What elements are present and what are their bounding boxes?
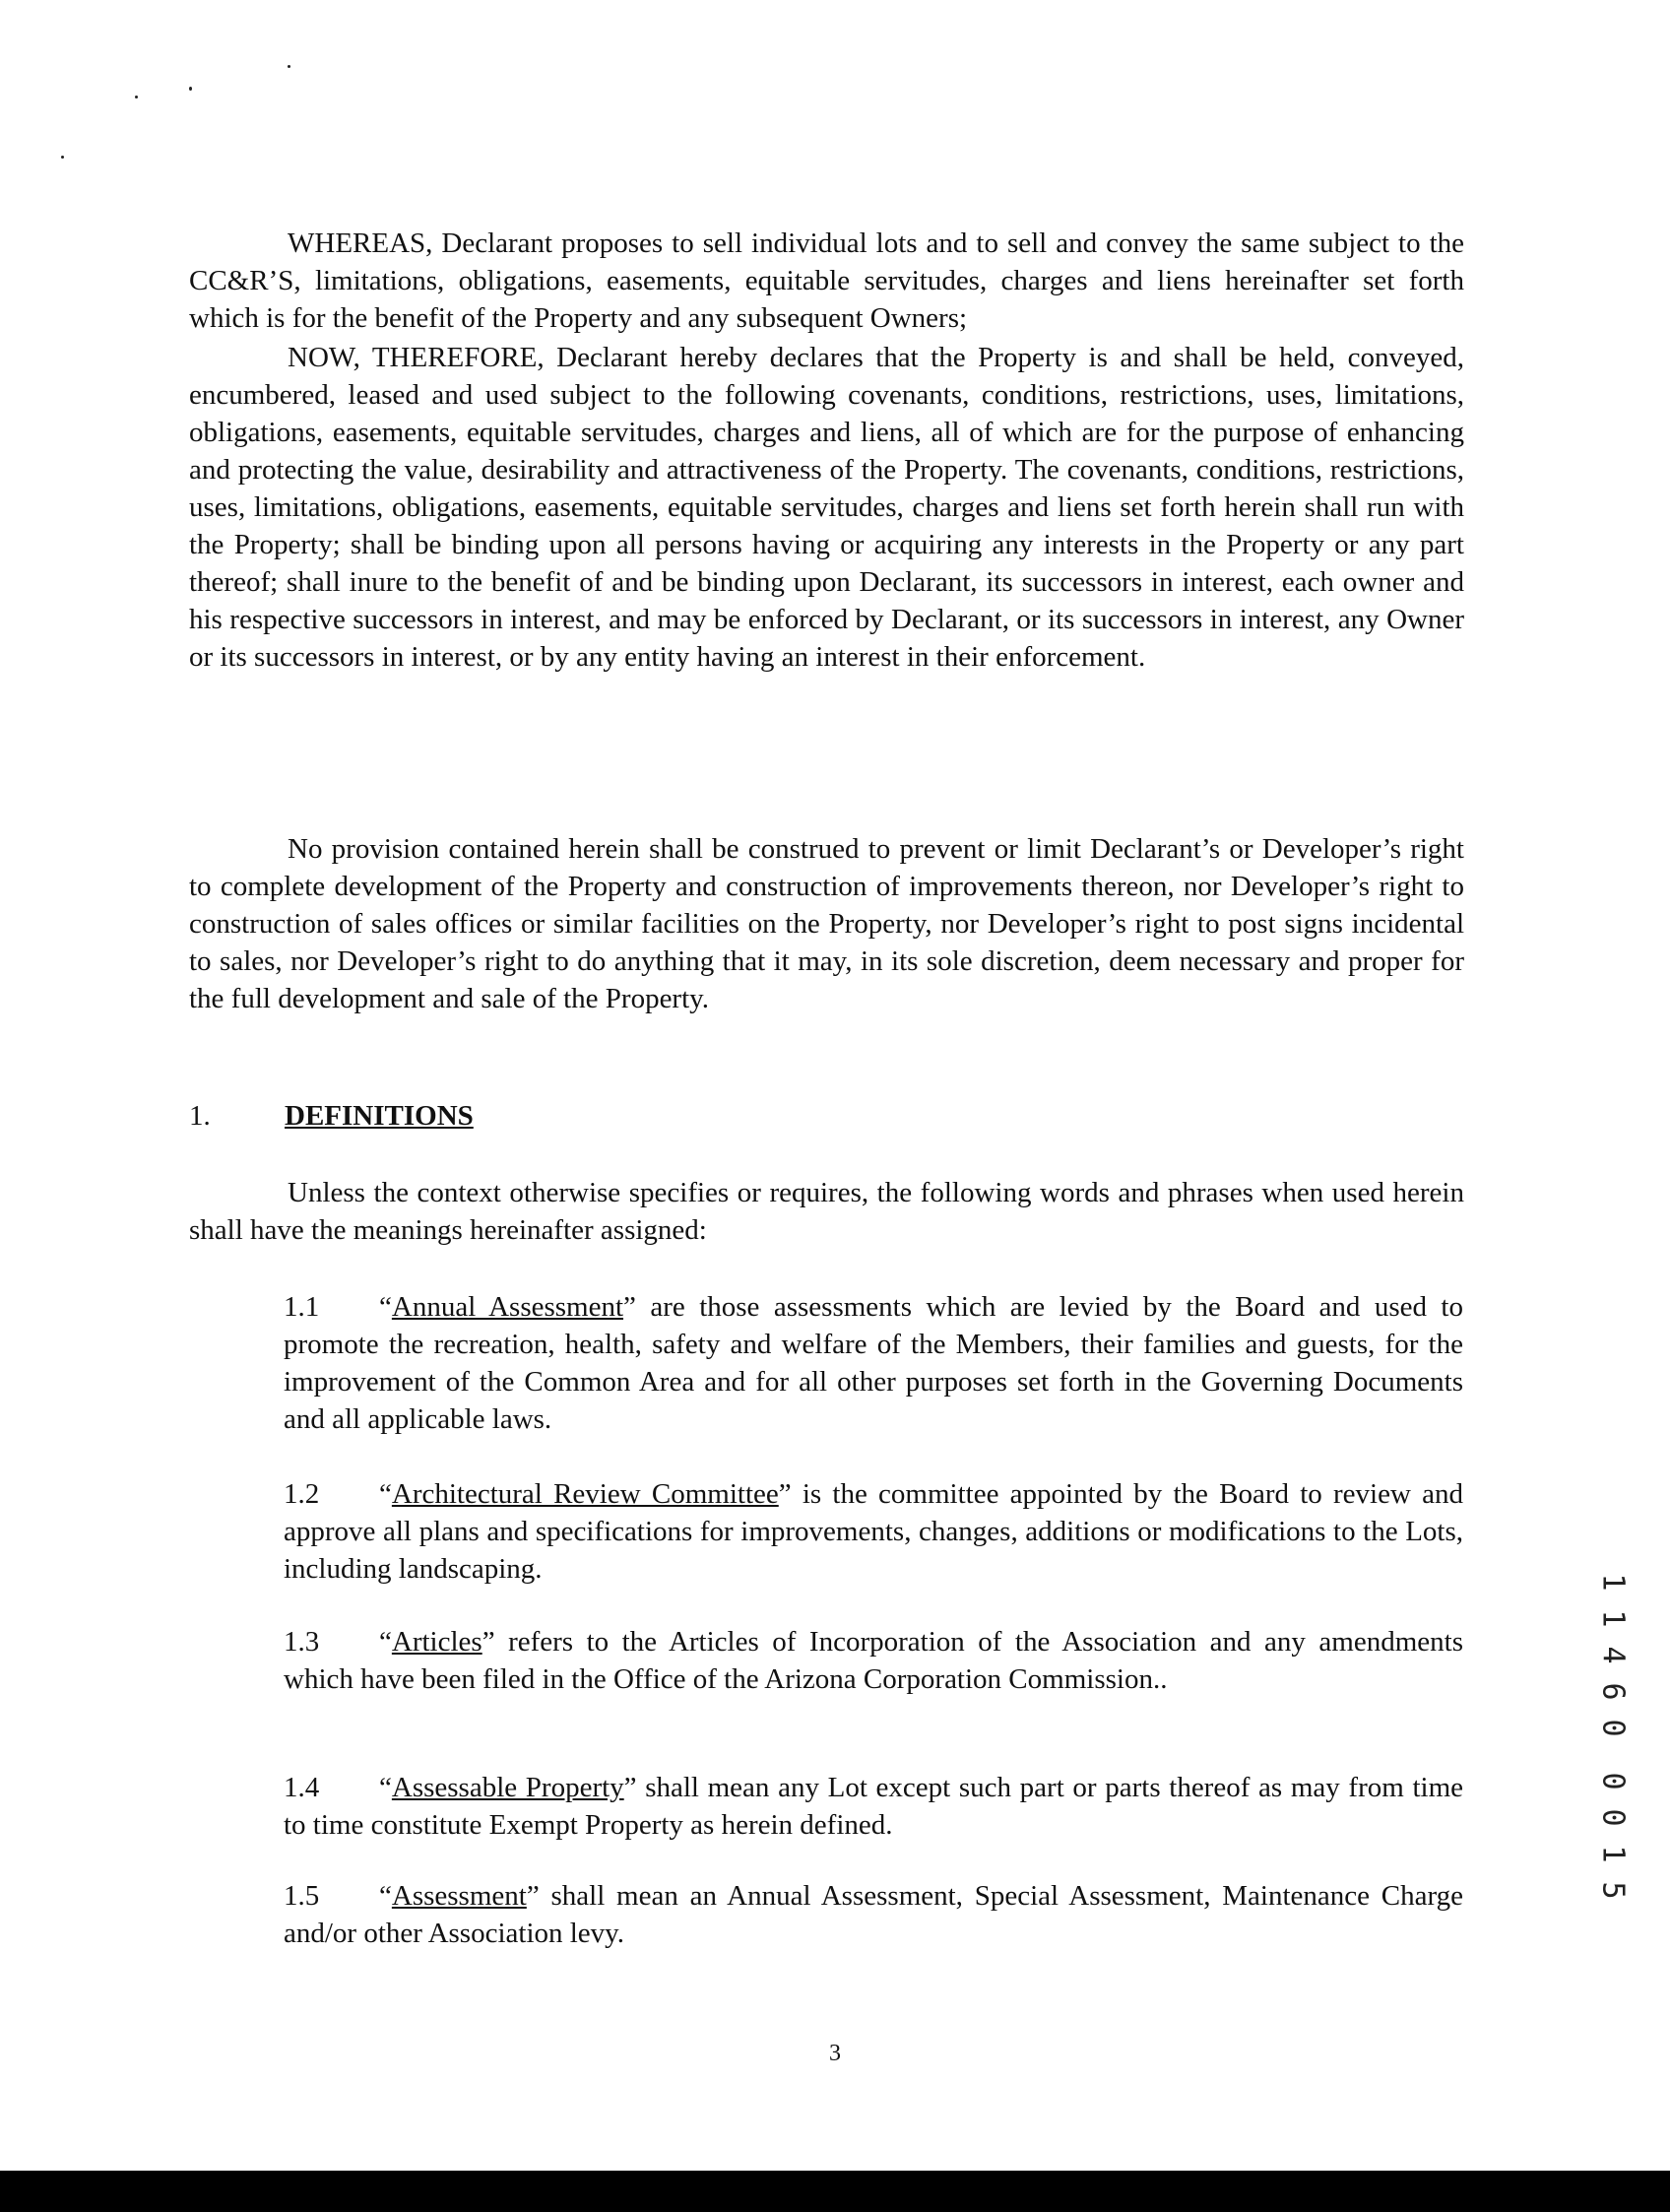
open-quote: “: [379, 1291, 392, 1323]
now-therefore-paragraph: NOW, THEREFORE, Declarant hereby declares that the Property is and shall be held, conveyed, encumbered, leased and used subject to the following covenants, conditions, restrictions, uses, limitations, obligations, easements, equitable servitudes, charges and liens, all of which are for the purpose of enhancing and protecting the value, desirability and attractiveness of the Property. The covenants, conditions, restrictions, uses, limitations, obligations, easements, equitable servitudes, charges and liens set forth herein shall run with the Property; shall be binding upon all persons having or acquiring any interests in the Property or any part thereof; shall inure to the benefit of and be binding upon Declarant, its successors in interest, each owner and his respective successors in interest, and may be enforced by Declarant, or its successors in interest, any Owner or its successors in interest, or by any entity having an interest in their enforcement.: [189, 342, 1464, 673]
stamp-digit: 1: [1595, 1573, 1631, 1592]
whereas-paragraph: WHEREAS, Declarant proposes to sell individual lots and to sell and convey the same subject to the CC&R’S, limitations, obligations, easements, equitable servitudes, charges and liens hereinafter set forth which is for the benefit of the Property and any subsequent Owners;: [189, 228, 1464, 334]
section-number: 1.: [189, 1100, 211, 1132]
stamp-digit: 0: [1595, 1772, 1631, 1790]
open-quote: “: [379, 1880, 392, 1912]
definition-number: 1.3: [284, 1626, 320, 1658]
no-provision-paragraph: No provision contained herein shall be construed to prevent or limit Declarant’s or Developer’s right to complete development of the Property and construction of improvements thereon, nor Developer’s right to construction of sales offices or similar facilities on the Property, nor Developer’s right to post signs incidental to sales, nor Developer’s right to do anything that it may, in its sole discretion, deem necessary and proper for the full development and sale of the Property.: [189, 833, 1464, 1014]
definition-number: 1.4: [284, 1772, 320, 1803]
scan-speck: [288, 65, 290, 68]
open-quote: “: [379, 1772, 392, 1803]
definition-term: Architectural Review Committee: [391, 1478, 779, 1510]
definition-text: shall mean an Annual Assessment, Special Assessment, Maintenance Charge and/or other Association levy.: [284, 1880, 1463, 1949]
open-quote: “: [379, 1478, 392, 1510]
scan-speck: [189, 87, 192, 91]
stamp-digit: 1: [1595, 1609, 1631, 1628]
stamp-digit: 5: [1595, 1881, 1631, 1900]
definition-term: Annual Assessment: [391, 1291, 624, 1323]
stamp-digit: 0: [1595, 1808, 1631, 1827]
section-title: DEFINITIONS: [285, 1100, 474, 1132]
open-quote: “: [379, 1626, 392, 1658]
side-stamp-upper: [1595, 1564, 1631, 1746]
close-quote: ”: [778, 1478, 792, 1510]
section-heading: [189, 1097, 474, 1135]
side-stamp-lower: [1595, 1763, 1631, 1909]
close-quote: ”: [623, 1291, 636, 1323]
definition-text: shall mean any Lot except such part or parts thereof as may from time to time constitute Exempt Property as herein defined.: [284, 1772, 1463, 1841]
scan-speck: [61, 156, 64, 159]
stamp-digit: 0: [1595, 1719, 1631, 1737]
definition-item: [284, 1623, 1463, 1698]
definition-term: Assessable Property: [391, 1772, 624, 1803]
definition-item: [284, 1769, 1463, 1844]
scan-speck: [135, 96, 138, 98]
scan-bottom-edge: [0, 2171, 1670, 2212]
definition-text: refers to the Articles of Incorporation of the Association and any amendments which have been filed in the Office of the Arizona Corporation Commission..: [284, 1626, 1463, 1695]
definition-number: 1.5: [284, 1880, 320, 1912]
definition-text: are those assessments which are levied by the Board and used to promote the recreation, health, safety and welfare of the Members, their families and guests, for the improvement of the Common Area and for all other purposes set forth in the Governing Documents and all applicable laws.: [284, 1291, 1463, 1435]
page-number: 3: [829, 2041, 841, 2066]
close-quote: ”: [623, 1772, 637, 1803]
close-quote: ”: [526, 1880, 540, 1912]
definition-item: [284, 1877, 1463, 1952]
definitions-intro: Unless the context otherwise specifies or requires, the following words and phrases when used herein shall have the meanings hereinafter assigned:: [189, 1177, 1464, 1246]
definition-item: [284, 1475, 1463, 1588]
definition-term: Assessment: [391, 1880, 527, 1912]
close-quote: ”: [482, 1626, 495, 1658]
definition-number: 1.1: [284, 1291, 320, 1323]
definition-number: 1.2: [284, 1478, 320, 1510]
definition-term: Articles: [391, 1626, 482, 1658]
definition-text: is the committee appointed by the Board to review and approve all plans and specifications for improvements, changes, additions or modifications to the Lots, including landscaping.: [284, 1478, 1463, 1585]
stamp-digit: 6: [1595, 1682, 1631, 1701]
stamp-digit: 1: [1595, 1845, 1631, 1863]
stamp-digit: 4: [1595, 1646, 1631, 1664]
definition-item: [284, 1288, 1463, 1438]
